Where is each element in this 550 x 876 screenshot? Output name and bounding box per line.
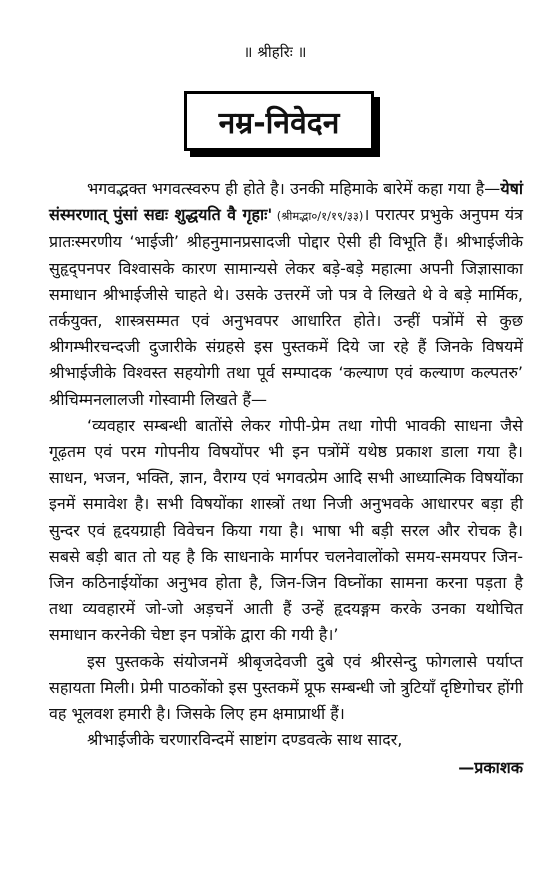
sanskrit-quote: येषां संस्मरणात् पुंसां सद्यः शुद्धयति वै गृहाः' (49, 179, 523, 225)
paragraph-intro-lead: भगवद्भक्त भगवत्स्वरुप ही होते है। उनकी महिमाके बारेमें कहा गया है— (87, 179, 501, 198)
invocation-header: ॥ श्रीहरिः ॥ (243, 43, 307, 61)
paragraph-quotation: ‘व्यवहार सम्बन्धी बातोंसे लेकर गोपी-प्रेम तथा गोपी भावकी साधना जैसे गूढ़तम एवं परम गोपनीय विषयोंपर भी इन पत्रोंमें यथेष्ठ प्रकाश डाला गया है। साधन, भजन, भक्ति, ज्ञान, वैराग्य एवं भगवत्प्रेम आदि सभी आध्यात्मिक विषयोंका इनमें समावेश है। सभी विषयोंका शास्त्रों तथा निजी अनुभवके आधारपर बड़ा ही सुन्दर एवं हृदयग्राही विवेचन किया गया है। भाषा भी बड़ी सरल और रोचक है। सबसे बड़ी बात तो यह है कि साधनाके मार्गपर चलनेवालोंको समय-समयपर जिन-जिन कठिनाईयोंका अनुभव होता है, जिन-जिन विघ्नोंका सामना करना पड़ता है तथा व्यवहारमें जो-जो अड़चनें आती हैं उन्हें हृदयङ्गम करके उनका यथोचित समाधान करनेकी चेष्टा इन पत्रोंके द्वारा की गयी है।’ (49, 415, 523, 645)
paragraph-closing: श्रीभाईजीके चरणारविन्दमें साष्टांग दण्डवत्के साथ सादर, (87, 730, 403, 750)
page-title: नम्र-निवेदन (218, 105, 340, 141)
body-text (49, 176, 523, 782)
paragraph-intro-rest: । परात्पर प्रभुके अनुपम यंत्र प्रातःस्मरणीय ‘भाईजी’ श्रीहनुमानप्रसादजी पोद्दार ऐसी ही विभूति हैं। श्रीभाईजीके सुहृद्पनपर विश्वासके कारण सामान्यसे लेकर बड़े-बड़े महात्मा अपनी जिज्ञासाका समाधान श्रीभाईजीसे चाहते थे। उसके उत्तरमें जो पत्र वे लिखते थे वे बड़े मार्मिक, तर्कयुक्त, शास्त्रसम्मत एवं अनुभवपर आधारित होते। उन्हीं पत्रोंमें से कुछ श्रीगम्भीरचन्दजी दुजारीके संग्रहसे इस पुस्तकमें दिये जा रहे हैं जिनके विषयमें श्रीभाईजीके विश्वस्त सहयोगी तथा पूर्व सम्पादक ‘कल्याण एवं कल्याण कल्पतरु’ श्रीचिम्मनलालजी गोस्वामी लिखते हैं— (49, 205, 523, 409)
paragraph-intro (49, 176, 523, 413)
scripture-reference: (श्रीमद्भा०/१/१९/३३) (272, 209, 364, 224)
signature: —प्रकाशक (458, 758, 523, 778)
paragraph-acknowledgement: इस पुस्तकके संयोजनमें श्रीबृजदेवजी दुबे एवं श्रीरसेन्दु फोगलासे पर्याप्त सहायता मिली। प्रेमी पाठकोंको इस पुस्तकमें प्रूफ सम्बन्धी जो त्रुटियाँ दृष्टिगोचर होंगी वह भूलवश हमारी है। जिसके लिए हम क्षमाप्रार्थी हैं। (49, 651, 523, 724)
title-box (184, 91, 374, 151)
